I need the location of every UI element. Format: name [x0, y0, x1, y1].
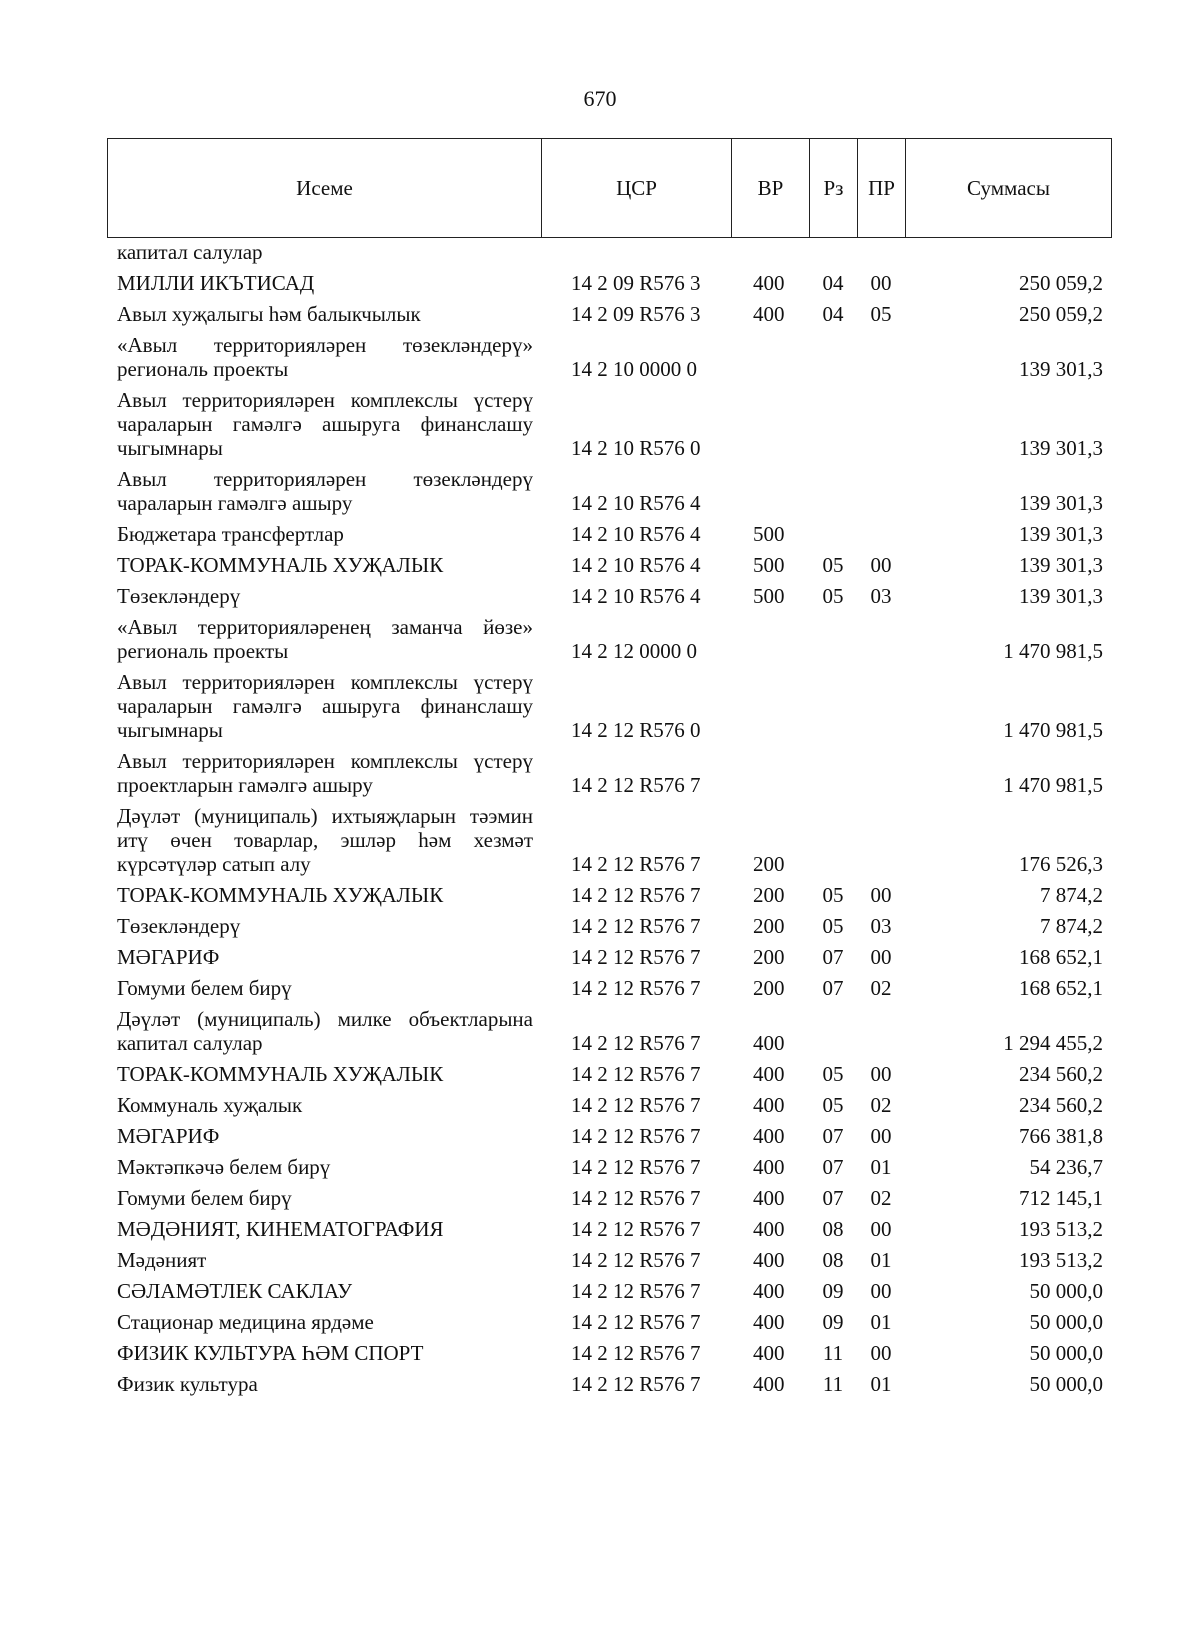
row-rz: 04	[822, 271, 844, 295]
row-pr: 05	[870, 302, 892, 326]
row-csr: 14 2 12 R576 7	[571, 883, 701, 907]
budget-table	[107, 240, 1111, 1400]
row-vr: 400	[753, 1031, 785, 1055]
row-rz: 07	[822, 1186, 844, 1210]
row-name: Физик культура	[117, 1372, 258, 1396]
row-pr: 00	[870, 1341, 892, 1365]
row-vr: 400	[753, 1217, 785, 1241]
row-csr: 14 2 10 R576 0	[571, 436, 701, 460]
table-row	[107, 1152, 1111, 1183]
table-row	[107, 942, 1111, 973]
row-pr	[857, 667, 905, 746]
header-csr: ЦСР	[542, 139, 732, 238]
row-vr: 200	[753, 883, 785, 907]
header-vr: ВР	[732, 139, 810, 238]
row-rz: 05	[822, 1062, 844, 1086]
row-sum: 7 874,2	[1040, 883, 1103, 907]
row-rz: 08	[822, 1248, 844, 1272]
row-sum: 1 294 455,2	[1003, 1031, 1103, 1055]
table-row	[107, 801, 1111, 880]
row-name: Коммуналь хуҗалык	[117, 1093, 303, 1117]
row-rz: 11	[822, 1341, 844, 1365]
table-row	[107, 1338, 1111, 1369]
row-name: Дәүләт (муниципаль) ихтыяҗларын тәэмин итү өчен товарлар, эшләр һәм хезмәт күрсәтүләр сатып алу	[117, 804, 533, 876]
row-rz	[809, 667, 857, 746]
row-sum: 139 301,3	[1019, 553, 1103, 577]
row-pr: 00	[870, 1217, 892, 1241]
row-pr: 00	[870, 945, 892, 969]
row-name: СӘЛАМӘТЛЕК САКЛАУ	[117, 1279, 353, 1303]
table-row	[107, 385, 1111, 464]
row-vr: 400	[753, 1093, 785, 1117]
row-name: Дәүләт (муниципаль) милке объектларына капитал салулар	[117, 1007, 533, 1055]
row-rz	[809, 1004, 857, 1059]
table-row	[107, 330, 1111, 385]
table-row	[107, 1307, 1111, 1338]
row-name: Авыл территорияләрен комплекслы үстерү чараларын гамәлгә ашыруга финанслашу чыгымнары	[117, 388, 533, 460]
header-name: Исеме	[108, 139, 542, 238]
table-row	[107, 581, 1111, 612]
row-csr: 14 2 12 R576 7	[571, 1248, 701, 1272]
row-csr: 14 2 12 R576 7	[571, 945, 701, 969]
row-rz	[809, 519, 857, 550]
row-sum	[905, 240, 1111, 268]
row-sum: 139 301,3	[1019, 522, 1103, 546]
table-row	[107, 746, 1111, 801]
row-rz: 11	[822, 1372, 844, 1396]
row-sum: 1 470 981,5	[1003, 718, 1103, 742]
row-pr: 03	[870, 914, 892, 938]
row-csr: 14 2 12 R576 7	[571, 1062, 701, 1086]
row-rz	[809, 612, 857, 667]
row-vr: 400	[753, 1186, 785, 1210]
row-sum: 139 301,3	[1019, 584, 1103, 608]
row-vr	[731, 746, 809, 801]
row-rz: 07	[822, 945, 844, 969]
row-pr: 00	[870, 553, 892, 577]
row-rz	[809, 240, 857, 268]
row-csr: 14 2 10 R576 4	[571, 553, 701, 577]
row-name: МӘДӘНИЯТ, КИНЕМАТОГРАФИЯ	[117, 1217, 444, 1241]
row-pr: 00	[870, 1124, 892, 1148]
row-name: ФИЗИК КУЛЬТУРА ҺӘМ СПОРТ	[117, 1341, 424, 1365]
table-row	[107, 550, 1111, 581]
row-rz: 05	[822, 553, 844, 577]
row-pr	[857, 801, 905, 880]
row-csr: 14 2 12 R576 7	[571, 1341, 701, 1365]
row-csr: 14 2 12 R576 7	[571, 1124, 701, 1148]
header-pr: ПР	[858, 139, 906, 238]
row-sum: 168 652,1	[1019, 976, 1103, 1000]
row-vr: 400	[753, 1124, 785, 1148]
row-pr: 01	[870, 1372, 892, 1396]
row-name: Гомуми белем бирү	[117, 976, 292, 1000]
table-row	[107, 1245, 1111, 1276]
row-pr	[857, 464, 905, 519]
row-sum: 50 000,0	[1029, 1372, 1103, 1396]
row-pr: 00	[870, 883, 892, 907]
row-vr	[731, 667, 809, 746]
row-rz: 07	[822, 1124, 844, 1148]
row-csr: 14 2 09 R576 3	[571, 302, 701, 326]
row-csr: 14 2 09 R576 3	[571, 271, 701, 295]
row-name: ТОРАК-КОММУНАЛЬ ХУҖАЛЫК	[117, 1062, 444, 1086]
row-vr	[731, 612, 809, 667]
row-csr: 14 2 12 R576 7	[571, 1031, 701, 1055]
row-sum: 250 059,2	[1019, 271, 1103, 295]
row-csr: 14 2 10 R576 4	[571, 522, 701, 546]
row-rz	[809, 464, 857, 519]
row-name: Бюджетара трансфертлар	[117, 522, 344, 546]
table-row	[107, 667, 1111, 746]
row-pr: 00	[870, 1279, 892, 1303]
row-name: Авыл территорияләрен комплекслы үстерү чараларын гамәлгә ашыруга финанслашу чыгымнары	[117, 670, 533, 742]
row-csr: 14 2 12 R576 7	[571, 1217, 701, 1241]
row-pr	[857, 385, 905, 464]
row-csr	[541, 240, 731, 268]
row-pr: 02	[870, 1093, 892, 1117]
row-name: МӘГАРИФ	[117, 1124, 220, 1148]
row-vr: 400	[753, 1062, 785, 1086]
row-sum: 54 236,7	[1029, 1155, 1103, 1179]
row-vr: 400	[753, 302, 785, 326]
table-row	[107, 612, 1111, 667]
row-sum: 712 145,1	[1019, 1186, 1103, 1210]
row-name: Төзекләндерү	[117, 914, 241, 938]
row-rz: 05	[822, 883, 844, 907]
row-vr: 500	[753, 584, 785, 608]
row-rz: 05	[822, 584, 844, 608]
row-csr: 14 2 10 0000 0	[571, 357, 697, 381]
row-name: «Авыл территорияләренең заманча йөзе» региональ проекты	[117, 615, 533, 663]
table-header	[107, 138, 1112, 238]
table-row	[107, 268, 1111, 299]
row-sum: 193 513,2	[1019, 1248, 1103, 1272]
row-pr: 01	[870, 1248, 892, 1272]
row-name: капитал салулар	[117, 240, 263, 264]
row-pr: 00	[870, 271, 892, 295]
table-row	[107, 240, 1111, 268]
row-vr: 200	[753, 914, 785, 938]
row-name: Төзекләндерү	[117, 584, 241, 608]
row-rz	[809, 330, 857, 385]
row-rz: 05	[822, 914, 844, 938]
row-pr	[857, 519, 905, 550]
row-name: МӘГАРИФ	[117, 945, 220, 969]
row-sum: 766 381,8	[1019, 1124, 1103, 1148]
row-name: Авыл территорияләрен комплекслы үстерү проектларын гамәлгә ашыру	[117, 749, 533, 797]
row-sum: 50 000,0	[1029, 1341, 1103, 1365]
row-sum: 176 526,3	[1019, 852, 1103, 876]
table-row	[107, 973, 1111, 1004]
row-rz: 05	[822, 1093, 844, 1117]
row-name: МИЛЛИ ИКЪТИСАД	[117, 271, 315, 295]
table-row	[107, 519, 1111, 550]
table-row	[107, 299, 1111, 330]
row-vr: 400	[753, 1248, 785, 1272]
table-row	[107, 1090, 1111, 1121]
table-row	[107, 911, 1111, 942]
row-vr: 400	[753, 1341, 785, 1365]
row-sum: 193 513,2	[1019, 1217, 1103, 1241]
row-csr: 14 2 12 R576 7	[571, 852, 701, 876]
row-vr: 500	[753, 522, 785, 546]
row-vr: 500	[753, 553, 785, 577]
row-vr	[731, 240, 809, 268]
row-name: ТОРАК-КОММУНАЛЬ ХУҖАЛЫК	[117, 883, 444, 907]
row-csr: 14 2 12 R576 7	[571, 1372, 701, 1396]
row-vr: 400	[753, 1310, 785, 1334]
row-csr: 14 2 12 R576 7	[571, 1310, 701, 1334]
row-pr	[857, 240, 905, 268]
row-vr	[731, 330, 809, 385]
row-sum: 7 874,2	[1040, 914, 1103, 938]
row-pr: 02	[870, 1186, 892, 1210]
row-vr: 400	[753, 1155, 785, 1179]
row-pr: 01	[870, 1155, 892, 1179]
table-row	[107, 464, 1111, 519]
row-csr: 14 2 12 R576 7	[571, 1279, 701, 1303]
row-rz	[809, 801, 857, 880]
row-rz: 07	[822, 1155, 844, 1179]
row-sum: 1 470 981,5	[1003, 773, 1103, 797]
table-row	[107, 1121, 1111, 1152]
row-name: ТОРАК-КОММУНАЛЬ ХУҖАЛЫК	[117, 553, 444, 577]
row-csr: 14 2 12 0000 0	[571, 639, 697, 663]
row-sum: 50 000,0	[1029, 1310, 1103, 1334]
row-csr: 14 2 12 R576 7	[571, 773, 701, 797]
row-pr: 03	[870, 584, 892, 608]
row-vr: 200	[753, 945, 785, 969]
row-sum: 234 560,2	[1019, 1062, 1103, 1086]
table-row	[107, 1004, 1111, 1059]
row-vr	[731, 385, 809, 464]
page-number: 670	[583, 86, 617, 111]
row-rz: 09	[822, 1310, 844, 1334]
row-vr: 400	[753, 1279, 785, 1303]
table-row	[107, 1183, 1111, 1214]
row-sum: 139 301,3	[1019, 491, 1103, 515]
row-csr: 14 2 12 R576 7	[571, 1155, 701, 1179]
row-name: Мәктәпкәчә белем бирү	[117, 1155, 331, 1179]
row-pr	[857, 612, 905, 667]
row-sum: 168 652,1	[1019, 945, 1103, 969]
header-sum: Суммасы	[906, 139, 1112, 238]
table-row	[107, 880, 1111, 911]
row-vr: 400	[753, 1372, 785, 1396]
row-sum: 50 000,0	[1029, 1279, 1103, 1303]
row-sum: 139 301,3	[1019, 436, 1103, 460]
row-rz: 04	[822, 302, 844, 326]
table-row	[107, 1369, 1111, 1400]
row-rz: 09	[822, 1279, 844, 1303]
header-rz: Рз	[810, 139, 858, 238]
row-name: «Авыл территорияләрен төзекләндерү» региональ проекты	[117, 333, 533, 381]
row-csr: 14 2 12 R576 7	[571, 976, 701, 1000]
row-vr: 200	[753, 852, 785, 876]
row-csr: 14 2 12 R576 7	[571, 914, 701, 938]
row-sum: 1 470 981,5	[1003, 639, 1103, 663]
row-sum: 139 301,3	[1019, 357, 1103, 381]
row-csr: 14 2 12 R576 7	[571, 1186, 701, 1210]
row-vr	[731, 464, 809, 519]
row-csr: 14 2 12 R576 7	[571, 1093, 701, 1117]
row-csr: 14 2 12 R576 0	[571, 718, 701, 742]
row-pr: 00	[870, 1062, 892, 1086]
row-name: Авыл хуҗалыгы һәм балыкчылык	[117, 302, 421, 326]
row-vr: 200	[753, 976, 785, 1000]
row-vr: 400	[753, 271, 785, 295]
row-sum: 234 560,2	[1019, 1093, 1103, 1117]
row-rz: 08	[822, 1217, 844, 1241]
row-name: Мәдәният	[117, 1248, 207, 1272]
row-rz	[809, 385, 857, 464]
row-name: Авыл территорияләрен төзекләндерү чараларын гамәлгә ашыру	[117, 467, 533, 515]
table-row	[107, 1214, 1111, 1245]
row-sum: 250 059,2	[1019, 302, 1103, 326]
row-name: Гомуми белем бирү	[117, 1186, 292, 1210]
row-pr	[857, 746, 905, 801]
row-name: Стационар медицина ярдәме	[117, 1310, 374, 1334]
row-csr: 14 2 10 R576 4	[571, 491, 701, 515]
row-pr: 02	[870, 976, 892, 1000]
table-body	[107, 240, 1111, 1400]
row-csr: 14 2 10 R576 4	[571, 584, 701, 608]
row-pr	[857, 1004, 905, 1059]
row-pr	[857, 330, 905, 385]
row-rz: 07	[822, 976, 844, 1000]
table-row	[107, 1059, 1111, 1090]
row-rz	[809, 746, 857, 801]
row-pr: 01	[870, 1310, 892, 1334]
table-row	[107, 1276, 1111, 1307]
